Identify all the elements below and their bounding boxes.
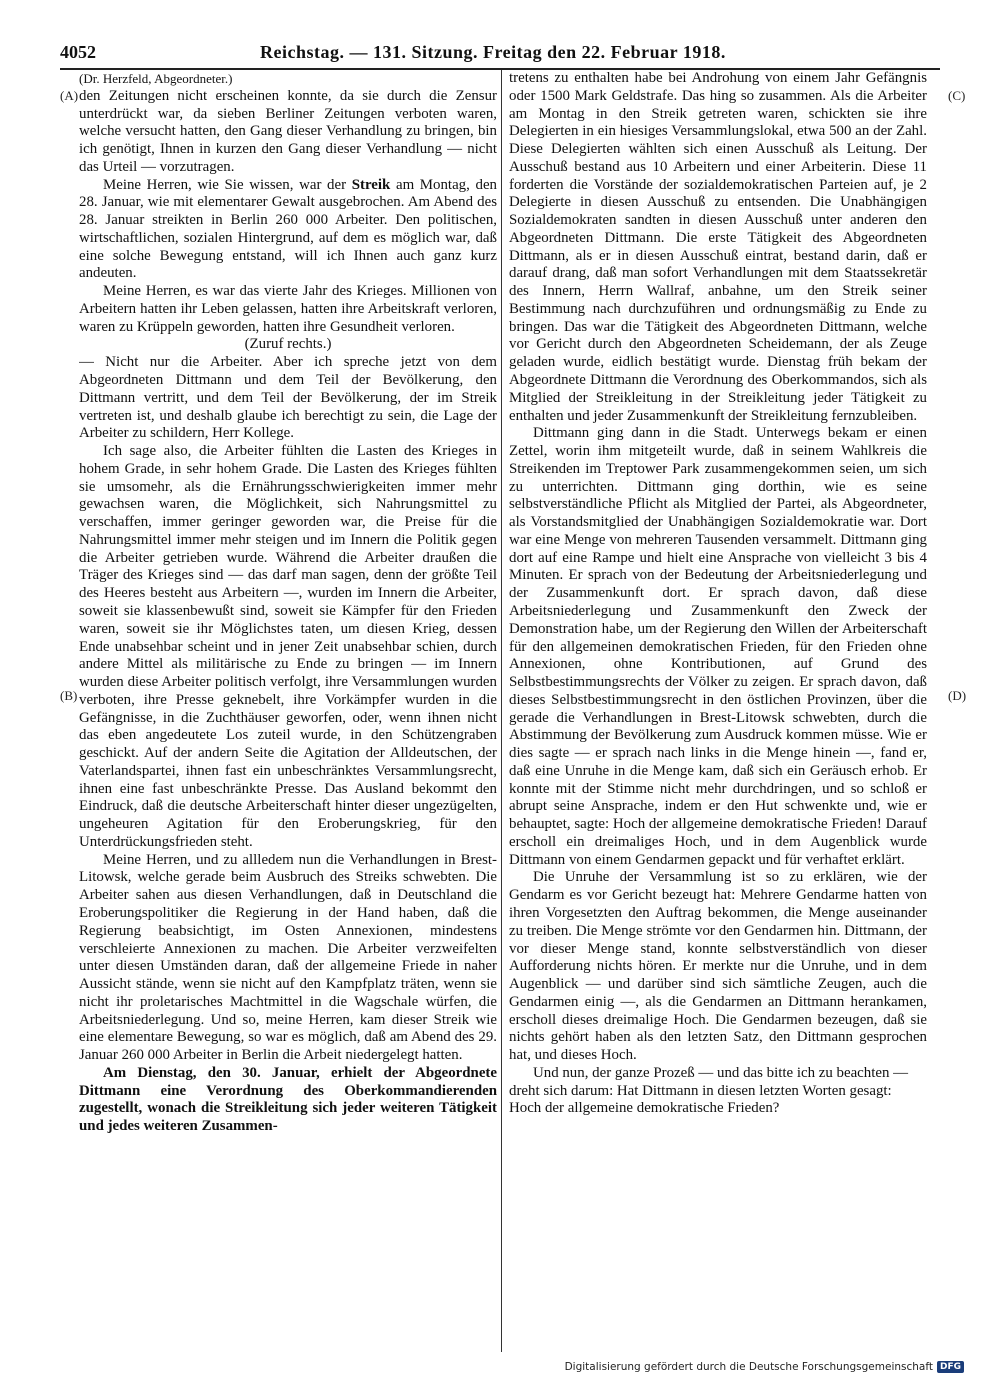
page-running-title: Reichstag. — 131. Sitzung. Freitag den 22. Februar 1918. bbox=[260, 42, 726, 62]
column-divider bbox=[501, 70, 502, 1352]
interjection: (Zuruf rechts.) bbox=[244, 336, 332, 353]
strike-keyword: Streik bbox=[351, 176, 391, 193]
left-paragraph-2-start: Meine Herren, wie Sie wissen, war der bbox=[103, 176, 352, 193]
page-header bbox=[60, 38, 940, 66]
left-paragraph-4: — Nicht nur die Arbeiter. Aber ich spreche jetzt von dem Abgeordneten Dittmann und dem Teil der Bevölkerung, den Dittmann vertritt, und dem Teil der Bevölkerung, der im Streik vertreten ist, und deshalb glaube ich berechtigt zu sein, die Lage der Arbeiter zu schildern, Herr Kollege. bbox=[79, 354, 497, 442]
left-paragraph-2 bbox=[79, 177, 497, 284]
margin-marker-b: (B) bbox=[60, 688, 78, 703]
speaker-label: (Dr. Herzfeld, Abgeordneter.) bbox=[79, 71, 233, 86]
footer-text: Digitalisierung gefördert durch die Deutsche Forschungsgemeinschaft bbox=[564, 1361, 933, 1373]
right-paragraph-4: Und nun, der ganze Prozeß — und das bitte ich zu beachten — dreht sich darum: Hat Dittmann in diesen letzten Worten gesagt: Hoch der allgemeine demokratische Frieden? bbox=[509, 1064, 909, 1117]
page-number: 4052 bbox=[60, 42, 96, 62]
left-column bbox=[79, 70, 497, 1352]
left-paragraph-2-rest: am Montag, den 28. Januar, wie mit elementarer Gewalt ausgebrochen. Am Abend des 28. Januar streikten in Berlin 260 000 Arbeiter. Den politischen, wirtschaftlichen, sozialen Hintergrund, auf dem es möglich war, daß eine solche Bewegung entstand, will ich Ihnen auch ganz kurz andeuten. bbox=[79, 176, 497, 282]
left-paragraph-5: Ich sage also, die Arbeiter fühlten die Lasten des Krieges in hohem Grade, in sehr hohem Grade. Die Lasten des Krieges fühlten sie umsomehr, als die Ernährungsschwierigkeiten immer mehr gewachsen waren, die Möglichkeit, sich Nahrungsmittel zu verschaffen, immer geringer geworden war, die Preise für die Nahrungsmittel immer mehr steigen und im Innern die Politik gegen die Arbeiter getrieben wurde. Während die Arbeiter draußen die Träger des Krieges sind — das darf man sagen, denn der größte Teil des Heeres besteht aus Arbeitern —, wurden im Innern die Arbeiter, soweit sie klassenbewußt sind, soweit sie Kämpfer für den Frieden waren, soweit sie ihr Möglichstes taten, um diesen Krieg, dessen Ende unabsehbar scheint und in jener Zeit unabsehbar schien, durch andere Mittel als militärische zu Ende zu bringen — im Innern wurden diese Arbeiter politisch verfolgt, ihre Versammlungen wurden verboten, ihre Presse geknebelt, ihre Vorkämpfer wurden in die Gefängnisse, in die Zuchthäuser geworfen, oder, wenn ihnen nicht das eben angedeutete Los zuteil wurde, in den Schützengraben geschickt. Auf der andern Seite die Agitation der Alldeutschen, der Vaterlandspartei, ihnen fast ein unbeschränktes Versammlungsrecht, ihnen eine fast unbeschränkte Presse. Das Ausland bekommt den Eindruck, daß die deutsche Arbeiterschaft hinter dieser ungezügelten, ungeheuren Agitation für den Eroberungskrieg, für den Unterdrückungsfrieden steht. bbox=[79, 443, 497, 850]
right-paragraph-1: tretens zu enthalten habe bei Androhung von einem Jahr Gefängnis oder 1500 Mark Geldstrafe. Das hing so zusammen. Als die Arbeiter am Montag in den Streik getreten waren, schickten sie ihre Delegierten in ein hiesiges Versammlungslokal, etwa 500 an der Zahl. Diese Delegierten wählten sich einen Ausschuß als Leitung. Der Ausschuß bestand aus 10 Arbeitern und einer Arbeiterin. Diese 11 forderten die Vorstände der sozialdemokratischen Parteien auf, je 2 Delegierte in diesen Ausschuß zu entsenden. Die Unabhängigen Sozialdemokraten sandten in diesen Ausschuß unter anderen den Abgeordneten Dittmann. Die erste Tätigkeit des Abgeordneten Dittmann, als er in diesen Ausschuß eintrat, bestand darin, daß er darauf drang, daß man sofort Verhandlungen mit dem Staatssekretär des Innern, Herrn Wallraf, anbahne, um den Streik seiner Bestimmung nach durchzuführen und ordnungsmäßig zu Ende zu bringen. Das war die Tätigkeit des Abgeordneten Dittmann, welche vor Gericht durch den Abgeordneten Scheidemann, der als Zeuge geladen wurde, eidlich bestätigt wurde. Dienstag früh bekam der Abgeordnete Dittmann die Verordnung des Oberkommandos, sich als Mitglied der Streikleitung in der Streikleitung jeder Tätigkeit zu enthalten und jeder Zusammenkunft der Streikleitung fernzubleiben. bbox=[509, 70, 927, 424]
left-paragraph-6: Meine Herren, und zu allledem nun die Verhandlungen in Brest-Litowsk, welche gerade beim Ausbruch des Streiks schwebten. Die Arbeiter sahen aus diesen Verhandlungen, daß in Deutschland die Eroberungspolitiker die Regierung in der Hand haben, daß die Regierung beabsichtigt, im Osten Annexionen, mindestens verschleierte Annexionen zu machen. Die Arbeiter verzweifelten unter diesen Umständen daran, daß der allgemeine Friede in naher Aussicht stände, wenn sie nicht auf den Kampfplatz träten, wenn sie nicht ihr proletarisches Machtmittel in die Wagschale würfen, die Arbeitsniederlegung. Und so, meine Herren, kam dieser Streik wie eine elementare Bewegung, so war es möglich, daß am Abend des 29. Januar 260 000 Arbeiter in Berlin die Arbeit niedergelegt hatten. bbox=[79, 851, 497, 1064]
left-paragraph-3: Meine Herren, es war das vierte Jahr des Krieges. Millionen von Arbeitern hatten ihr Leben gelassen, hatten ihre Arbeitskraft verloren, waren zu Krüppeln geworden, hatten ihre Gesundheit verloren. bbox=[79, 283, 497, 335]
left-paragraph-1: den Zeitungen nicht erscheinen konnte, da sie durch die Zensur unterdrückt war, da sieben Berliner Zeitungen verboten waren, welche versucht hatten, den Gang dieser Verhandlung zu bringen, bin ich genötigt, Ihnen in kurzen den Gang dieser Verhandlung — nicht das Urteil — vorzutragen. bbox=[79, 87, 497, 175]
margin-marker-c: (C) bbox=[948, 88, 966, 103]
dfg-logo: DFG bbox=[937, 1361, 964, 1373]
digitization-footer bbox=[565, 1358, 964, 1376]
right-column bbox=[509, 70, 927, 1352]
left-paragraph-7: Am Dienstag, den 30. Januar, erhielt der Abgeordnete Dittmann eine Verordnung des Oberkommandierenden zugestellt, wonach die Streikleitung sich jeder weiteren Tätigkeit und jedes weiteren Zusammen- bbox=[79, 1064, 497, 1135]
right-paragraph-3: Die Unruhe der Versammlung ist so zu erklären, wie der Gendarm es vor Gericht bezeugt hat: Mehrere Gendarme hatten von ihren Vorgesetzten den Auftrag bekommen, die Menge auseinander zu treiben. Die Menge strömte vor den Gendarmen hin. Dittmann, der vor dieser Menge stand, konnte selbstverständlich von dieser Aufforderung nichts hören. Er merkte nur die Unruhe, und in dem Augenblick — und darüber sind sich sämtliche Zeugen, auch die Gendarmen einig —, als die Gendarmen an Dittmann herankamen, erscholl dieses dreimalige Hoch. Die Gendarmen bezeugen, daß sie nichts gehört haben als den letzten Satz, den Dittmann gesprochen hat, und dieses Hoch. bbox=[509, 869, 927, 1064]
margin-marker-d: (D) bbox=[948, 688, 967, 703]
right-paragraph-2: Dittmann ging dann in die Stadt. Unterwegs bekam er einen Zettel, worin ihm mitgeteilt wurde, daß in seinem Wahlkreis die Streikenden im Treptower Park zusammengekommen seien, um sich zu unterrichten. Dittmann ging dorthin, wie es seine selbstverständliche Pflicht als Mitglied der Partei, als Abgeordneter, als Vorstandsmitglied der Unabhängigen Sozialdemokratie war. Dort war eine Menge von mehreren Tausenden versammelt. Dittmann ging dort auf eine Rampe und hielt eine Ansprache von vielleicht 3 bis 4 Minuten. Er sprach von der Bedeutung der Arbeitsniederlegung und der Zusammenkunft dort. Er sprach davon, daß diese Arbeitsniederlegung und Zusammenkunft den Zweck der Demonstration habe, um der Regierung den Willen der Arbeiterschaft für den allgemeinen demokratischen Frieden, für den Frieden ohne Annexionen, ohne Kontributionen, auf Grund des Selbstbestimmungsrechts der Völker zu zeigen. Er sprach davon, daß dieses Selbstbestimmungsrecht in den östlichen Provinzen, über die gerade die Verhandlungen in Brest-Litowsk schwebten, durch die Abstimmung der Bevölkerung zum Ausdruck kommen müsse. Wie er dies sagte — er sprach nach links in die Menge hinein —, fand er, daß eine Unruhe in die Menge kam, daß sich ein Geräusch erhob. Er konnte mit der Stimme nicht mehr durchdringen, und so schloß er abrupt seine Ansprache, indem er den Hut schwenkte und, wie er behauptet, sagte: Hoch der allgemeine demokratische Frieden! Darauf erscholl ein dreimaliges Hoch, und in dem Augenblick wurde Dittmann von einem Gendarmen gepackt und für verhaftet erklärt. bbox=[509, 425, 927, 868]
margin-marker-a: (A) bbox=[60, 88, 79, 103]
